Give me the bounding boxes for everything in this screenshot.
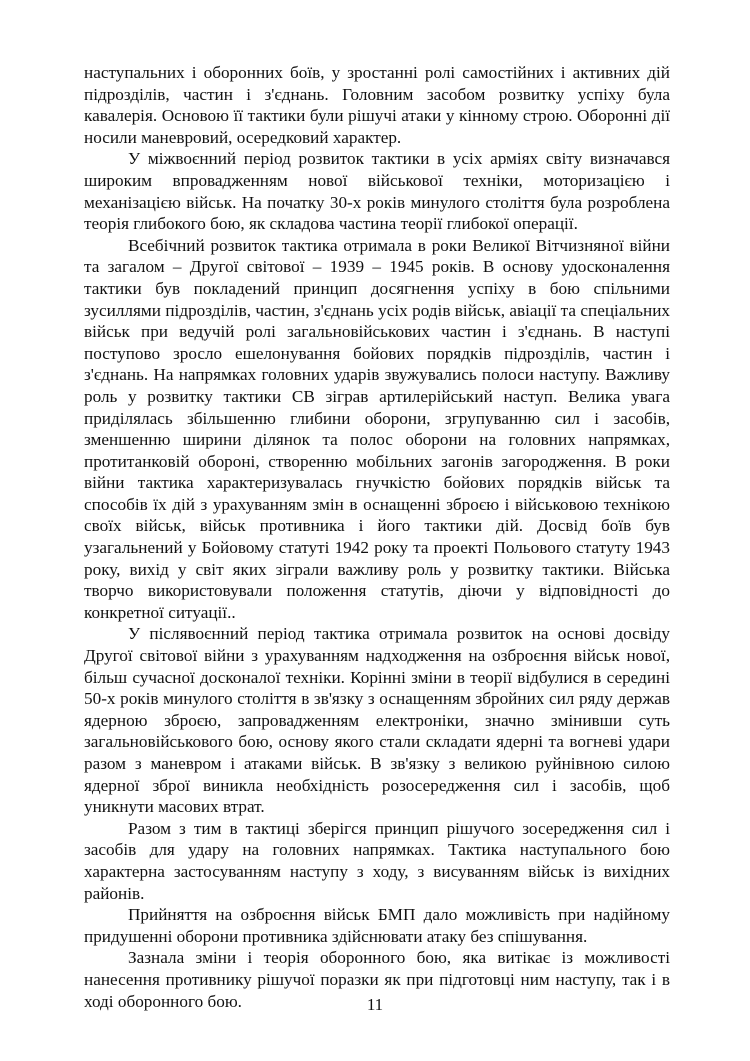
page-body: [84, 62, 670, 1012]
paragraph-7: Зазнала зміни і теорія оборонного бою, яка витікає із можливості нанесення противнику рішучої поразки як при підготовці ним наступу, так і в ході оборонного бою.: [84, 948, 670, 1011]
paragraph-3: Всебічний розвиток тактика отримала в роки Великої Вітчизняної війни та загалом – Другої світової – 1939 – 1945 років. В основу удосконалення тактики був покладений принцип досягнення успіху в бою спільними зусиллями підрозділів, частин, з'єднань усіх родів військ, авіації та спеціальних військ при ведучій ролі загальновійськових частин і з'єднань. В наступі поступово зросло ешелонування бойових порядків підрозділів, частин і з'єднань. На напрямках головних ударів звужувались полоси наступу. Важливу роль у розвитку тактики СВ зіграв артилерійський наступ. Велика увага приділялась збільшенню глибини оборони, згрупуванню сил і засобів, зменшенню ширини ділянок та полос оборони на головних напрямках, протитанковій обороні, створенню мобільних загонів загородження. В роки війни тактика характеризувалась гнучкістю бойових порядків військ та способів їх дій з урахуванням змін в оснащенні зброєю і військовою технікою своїх військ, військ противника і його тактики дій. Досвід боїв був узагальнений у Бойовому статуті 1942 року та проекті Польового статуту 1943 року, вихід у світ яких зіграли важливу роль у розвитку тактики. Війська творчо використовували положення статутів, діючи у відповідності до конкретної ситуації..: [84, 235, 670, 622]
page-number: 11: [366, 995, 384, 1014]
paragraph-6: Прийняття на озброєння військ БМП дало можливість при надійному придушенні оборони противника здійснювати атаку без спішування.: [84, 905, 670, 946]
paragraph-5: Разом з тим в тактиці зберігся принцип рішучого зосередження сил і засобів для удару на головних напрямках. Тактика наступального бою характерна застосуванням наступу з ходу, з висуванням військ із вихідних районів.: [84, 818, 670, 903]
paragraph-2: У міжвоєнний період розвиток тактики в усіх арміях світу визначався широким впровадженням нової військової техніки, моторизацією і механізацією військ. На початку 30-х років минулого століття була розроблена теорія глибокого бою, як складова частина теорії глибокої операції.: [84, 149, 670, 234]
paragraph-4: У післявоєнний період тактика отримала розвиток на основі досвіду Другої світової війни з урахуванням надходження на озброєння військ нової, більш сучасної досконалої техніки. Корінні зміни в теорії відбулися в середині 50-х років минулого століття в зв'язку з оснащенням збройних сил ряду держав ядерною зброєю, запровадженням електроніки, значно змінивши суть загальновійськового бою, основу якого стали складати ядерні та вогневі удари разом з маневром і атаками військ. В зв'язку з великою руйнівною силою ядерної зброї виникла необхідність розосередження сил і засобів, щоб уникнути масових втрат.: [84, 624, 670, 817]
paragraph-1: наступальних і оборонних боїв, у зростанні ролі самостійних і активних дій підрозділів, частин і з'єднань. Головним засобом розвитку успіху була кавалерія. Основою її тактики були рішучі атаки у кінному строю. Оборонні дії носили маневровий, осередковий характер.: [84, 63, 670, 147]
